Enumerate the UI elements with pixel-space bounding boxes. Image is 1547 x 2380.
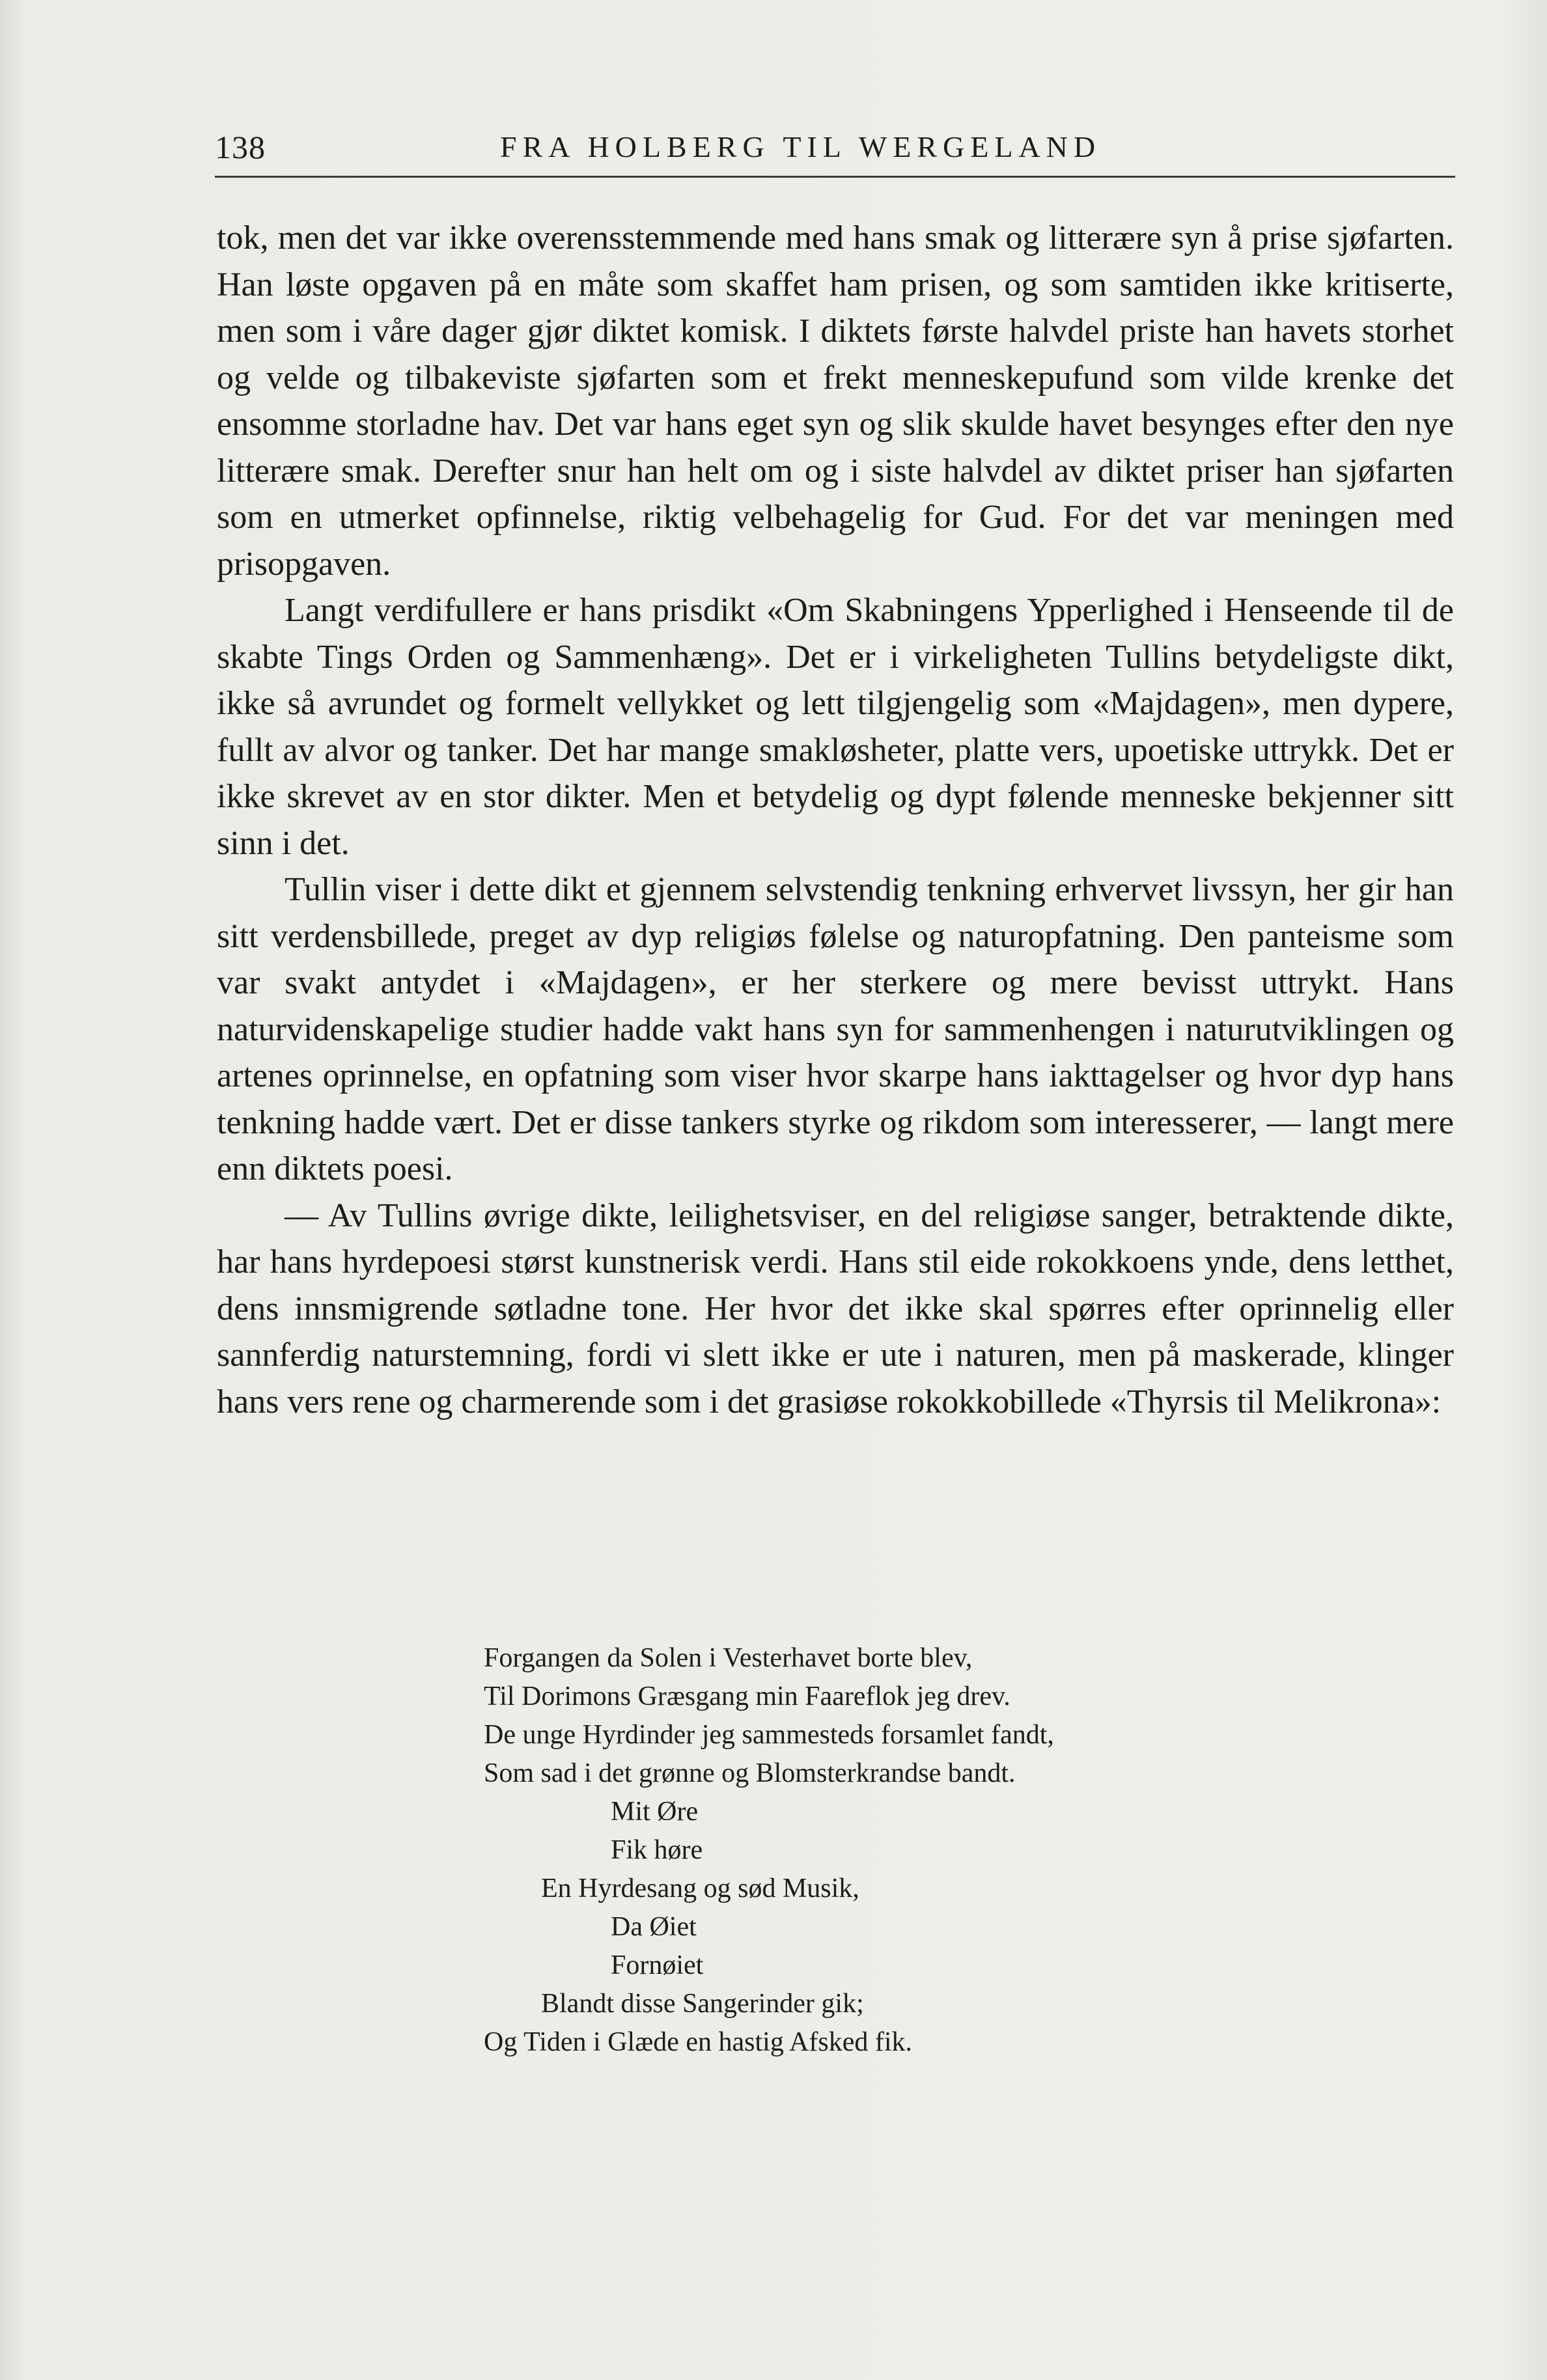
paragraph: tok, men det var ikke overensstemmende med hans smak og litterære syn å prise sjøfarten. Han løste opgaven på en måte som skaffet ham prisen, og som samtiden ikke kritiserte, men som i våre dager gjør diktet komisk. I diktets første halvdel priste han havets storhet og velde og tilbakeviste sjøfarten som et frekt menneskepufund som vilde krenke det ensomme storladne hav. Det var hans eget syn og slik skulde havet besynges efter den nye litterære smak. Derefter snur han helt om og i siste halvdel av diktet priser han sjøfarten som en utmerket opfinnelse, riktig velbehagelig for Gud. For det var meningen med prisopgaven. bbox=[217, 219, 1454, 583]
header-rule bbox=[215, 176, 1455, 178]
verse-line: De unge Hyrdinder jeg sammesteds forsamlet fandt, bbox=[484, 1720, 1054, 1750]
verse-line: Fik høre bbox=[611, 1835, 703, 1865]
body-text bbox=[217, 215, 1454, 1425]
paragraph: Tullin viser i dette dikt et gjennem selvstendig tenkning erhvervet livssyn, her gir han sitt verdensbillede, preget av dyp religiøs følelse og naturopfatning. Den panteisme som var svakt antydet i «Majdagen», er her sterkere og mere bevisst uttrykt. Hans naturvidenskapelige studier hadde vakt hans syn for sammenhengen i naturutviklingen og artenes oprinnelse, en opfatning som viser hvor skarpe hans iakttagelser og hvor dyp hans tenkning hadde vært. Det er disse tankers styrke og rikdom som interesserer, — langt mere enn diktets poesi. bbox=[217, 871, 1454, 1187]
verse-line: En Hyrdesang og sød Musik, bbox=[541, 1874, 859, 1903]
verse-line: Og Tiden i Glæde en hastig Afsked fik. bbox=[484, 2027, 912, 2057]
verse-line: Da Øiet bbox=[611, 1912, 697, 1942]
running-head: FRA HOLBERG TIL WERGELAND bbox=[500, 130, 1102, 163]
page-header bbox=[215, 128, 1455, 173]
page-number: 138 bbox=[215, 129, 266, 165]
verse-line: Fornøiet bbox=[611, 1950, 704, 1980]
verse-line: Mit Øre bbox=[611, 1797, 699, 1827]
verse-line: Som sad i det grønne og Blomsterkrandse bandt. bbox=[484, 1758, 1016, 1788]
verse-line: Til Dorimons Græsgang min Faareflok jeg drev. bbox=[484, 1681, 1010, 1711]
verse-quote bbox=[484, 1639, 1330, 2062]
verse-line: Blandt disse Sangerinder gik; bbox=[541, 1989, 864, 2019]
verse-line: Forgangen da Solen i Vesterhavet borte blev, bbox=[484, 1643, 973, 1673]
paragraph: — Av Tullins øvrige dikte, leilighetsviser, en del religiøse sanger, betraktende dikte, har hans hyrdepoesi størst kunstnerisk verdi. Hans stil eide rokokkoens ynde, dens letthet, dens innsmigrende søtladne tone. Her hvor det ikke skal spørres efter oprinnelig eller sannferdig naturstemning, fordi vi slett ikke er ute i naturen, men på maskerade, klinger hans vers rene og charmerende som i det grasiøse rokokkobillede «Thyrsis til Melikrona»: bbox=[217, 1197, 1454, 1420]
paragraph: Langt verdifullere er hans prisdikt «Om Skabningens Ypperlighed i Henseende til de skabte Tings Orden og Sammenhæng». Det er i virkeligheten Tullins betydeligste dikt, ikke så avrundet og formelt vellykket og lett tilgjengelig som «Majdagen», men dypere, fullt av alvor og tanker. Det har mange smakløsheter, platte vers, upoetiske uttrykk. Det er ikke skrevet av en stor dikter. Men et betydelig og dypt følende menneske bekjenner sitt sinn i det. bbox=[217, 592, 1454, 862]
